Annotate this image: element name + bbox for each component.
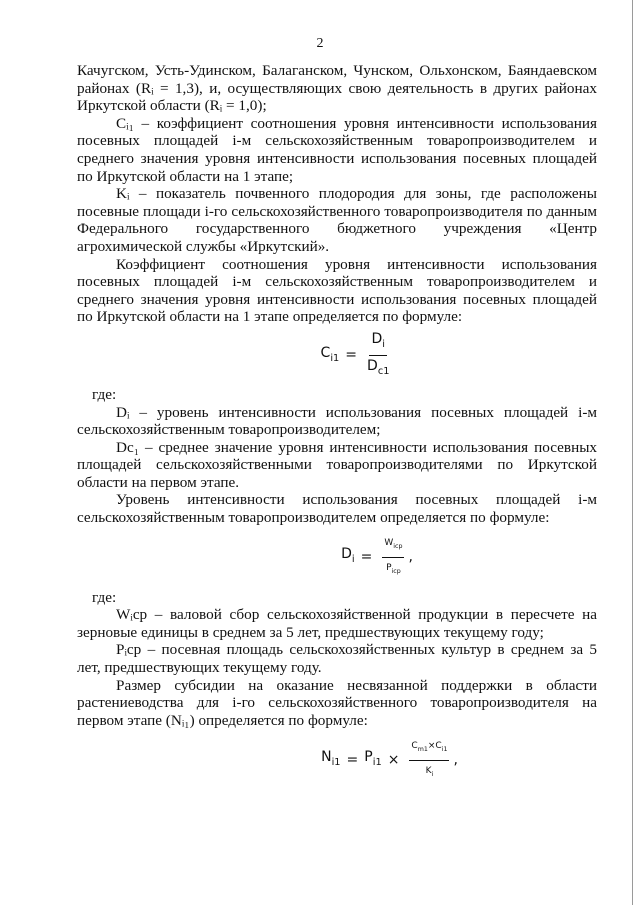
paragraph-di-intro: Уровень интенсивности использования посевных площадей i-м сельскохозяйственным товаропроизводителем определяется по формуле: (77, 491, 597, 527)
paragraph-ci1-definition: Cᵢ₁ – коэффициент соотношения уровня интенсивности использования посевных площадей i-м сельскохозяйственным товаропроизводителем и среднего значения уровня интенсивности использования посевных площадей по Иркутской области на 1 этапе; (77, 114, 597, 185)
paragraph-picp-definition: Pᵢcp – посевная площадь сельскохозяйственных культур в среднем за 5 лет, предшествующих текущему году. (77, 641, 597, 677)
paragraph-districts: Качугском, Усть-Удинском, Балаганском, Чунском, Ольхонском, Баяндаевском районах (Rᵢ = 1,3), и, осуществляющих свою деятельность в других районах Иркутской области (Rᵢ = 1,0); (77, 62, 597, 115)
scan-edge-line (632, 0, 633, 905)
formula-lhs: $N_{i1}$ (321, 749, 341, 768)
paragraph-coefficient-intro: Коэффициент соотношения уровня интенсивности использования посевных площадей i-м сельскохозяйственным товаропроизводителем и среднего значения уровня интенсивности использования посевных площадей по Иркутской области на 1 этапе определяется по формуле: (77, 255, 597, 326)
formula-fraction: $\frac{C_{m1}\times C_{i1}}{K_i}$ (409, 738, 449, 784)
paragraph-subsidy-intro: Размер субсидии на оказание несвязанной поддержки в области растениеводства для i-го сельскохозяйственного товаропроизводителя на первом этапе (Nᵢ₁) определяется по формуле: (77, 676, 597, 729)
where-label-2: где: (92, 588, 117, 606)
document-body (77, 62, 597, 791)
page-number: 2 (316, 36, 324, 51)
paragraph-ki-definition: Kᵢ – показатель почвенного плодородия для зоны, где расположены посевные площади i-го сельскохозяйственного товаропроизводителя по данным Федерального государственного бюджетного учреждения «Центр агрохимической службы «Иркутский». (77, 185, 597, 255)
where-label-1: где: (92, 385, 117, 403)
formula-ni1: $N_{i1}$ = $P_{i1}$ × $\frac{C_{m1}\times C_{i1}}{K_i}$ , (77, 729, 597, 791)
formula-fraction: $\frac{W_{icp}}{P_{icp}}$ (382, 535, 404, 581)
paragraph-dc1-definition: Dc₁ – среднее значение уровня интенсивности использования посевных площадей сельскохозяйственными товаропроизводителями по Иркутской области на первом этапе. (77, 438, 597, 491)
formula-lhs: $D_i$ (341, 546, 355, 566)
paragraph-wicp-definition: Wᵢcp – валовой сбор сельскохозяйственной продукции в пересчете на зерновые единицы в среднем за 5 лет, предшествующих текущему году; (77, 606, 597, 641)
formula-fraction: $\frac{D_i}{D_{c1}}$ (367, 331, 390, 378)
formula-ci1: $C_{i1}$ = $\frac{D_i}{D_{c1}}$ (77, 326, 597, 386)
formula-di: $D_i$ = $\frac{W_{icp}}{P_{icp}}$ , (77, 527, 597, 589)
formula-lhs: $C_{i1}$ (320, 344, 340, 364)
paragraph-di-definition: Dᵢ – уровень интенсивности использования посевных площадей i-м сельскохозяйственным товаропроизводителем; (77, 403, 597, 439)
